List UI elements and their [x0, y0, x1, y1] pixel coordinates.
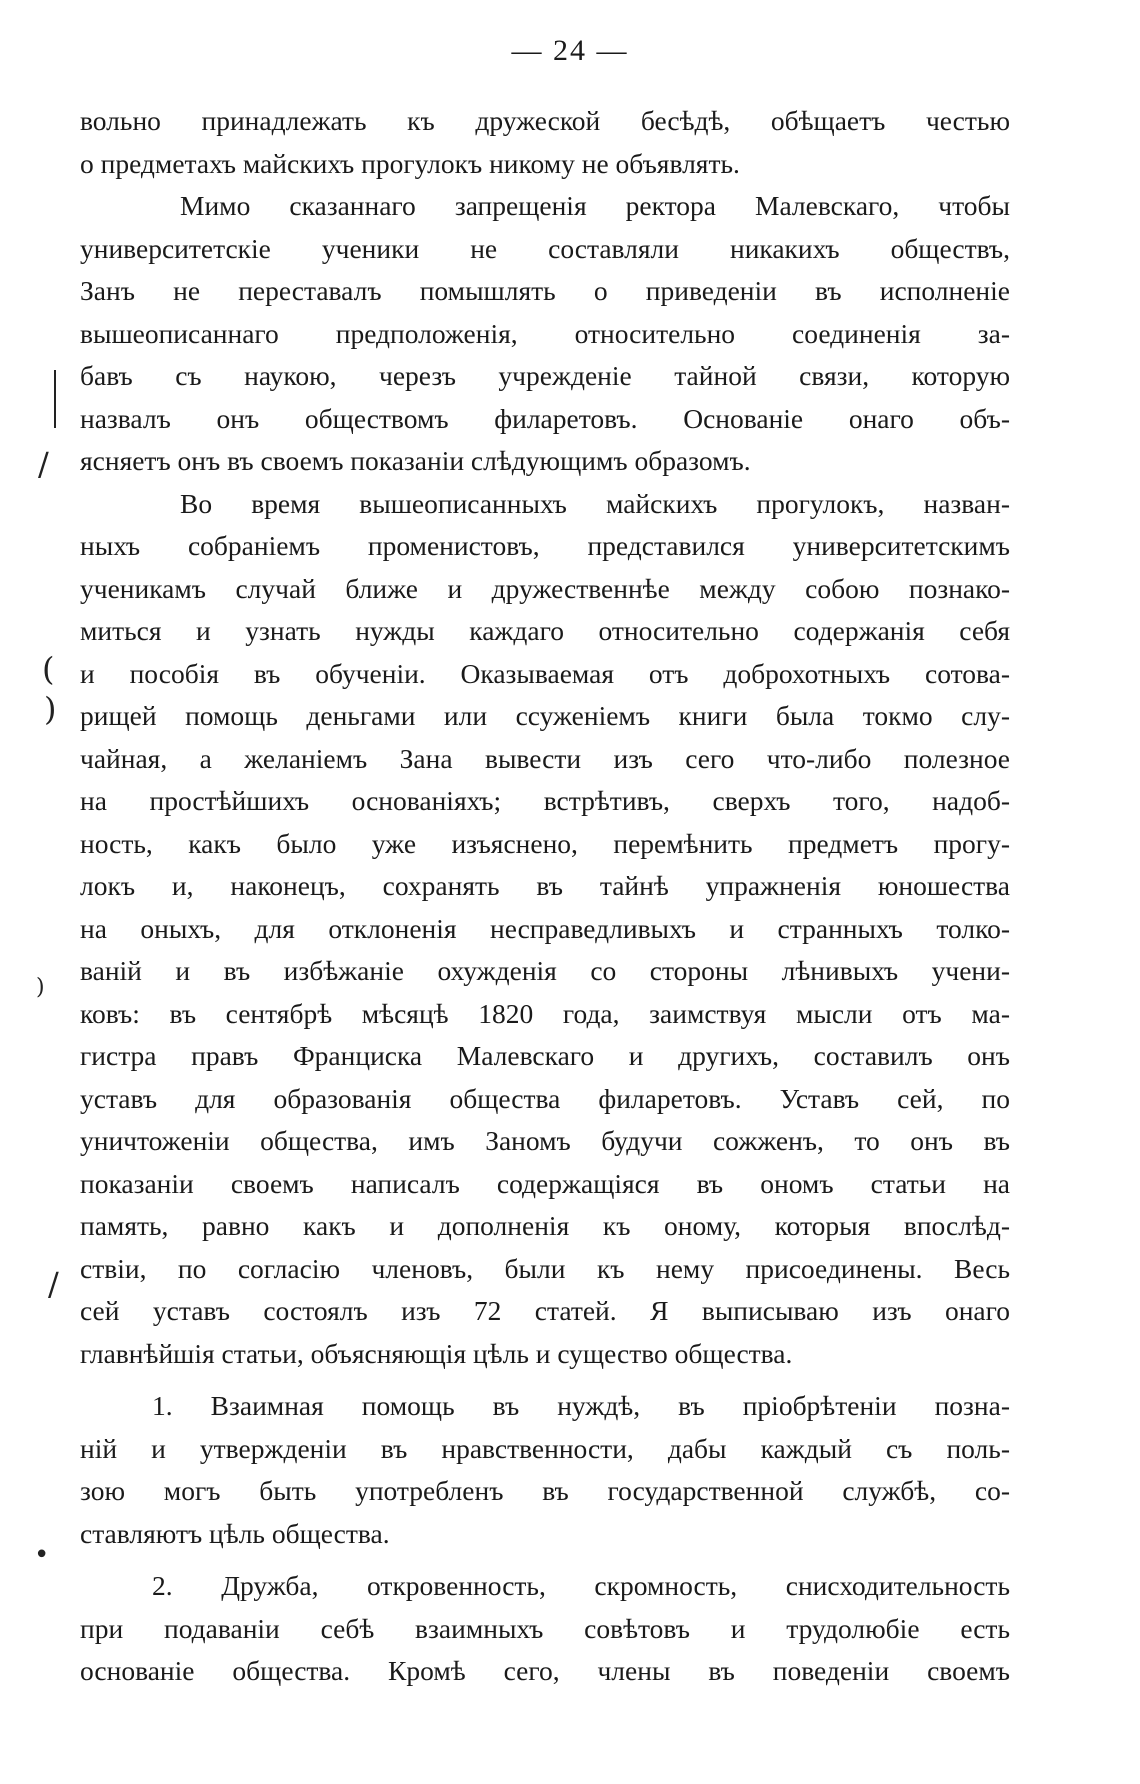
margin-dot-mark: • — [34, 1540, 50, 1570]
text-line: ныхъ собраніемъ променистовъ, представился университетскимъ — [80, 530, 1010, 561]
text-line: университетскіе ученики не составляли никакихъ обществъ, — [80, 232, 1010, 264]
margin-tick-mark: ) — [36, 975, 45, 1000]
margin-tick-mark: ( — [42, 650, 55, 688]
text-line: бавъ съ наукою, черезъ учрежденіе тайной связи, которую — [80, 360, 1010, 391]
page-number: — 24 — — [511, 34, 629, 67]
margin-tick-mark: / — [48, 1265, 59, 1303]
text-line: Занъ не переставалъ помышлять о приведеніи въ исполненіе — [80, 275, 1010, 306]
text-line: уничтоженіи общества, имъ Заномъ будучи сожженъ, то онъ въ — [80, 1125, 1010, 1156]
text-line: зою могъ быть употребленъ въ государственной службѣ, со- — [80, 1475, 1010, 1506]
text-line: на оныхъ, для отклоненія несправедливыхъ и странныхъ толко- — [80, 912, 1010, 944]
text-line: при подаваніи себѣ взаимныхъ совѣтовъ и трудолюбіе есть — [80, 1612, 1010, 1644]
text-line: ваній и въ избѣжаніе охужденія со стороны лѣнивыхъ учени- — [80, 955, 1010, 986]
text-line: 1. Взаимная помощь въ нуждѣ, въ пріобрѣтеніи позна- — [152, 1390, 1010, 1421]
text-line: гистра правъ Франциска Малевскаго и другихъ, составилъ онъ — [80, 1040, 1010, 1071]
text-line: основаніе общества. Кромѣ сего, члены въ поведеніи своемъ — [80, 1655, 1010, 1686]
text-line: сей уставъ состоялъ изъ 72 статей. Я выписываю изъ онаго — [80, 1295, 1010, 1326]
text-line: ній и утвержденіи въ нравственности, дабы каждый съ поль- — [80, 1432, 1010, 1464]
text-line: вольно принадлежать къ дружеской бесѣдѣ, обѣщаетъ честью — [80, 105, 1010, 136]
text-line: уставъ для образованія общества филаретовъ. Уставъ сей, по — [80, 1082, 1010, 1114]
text-line: назвалъ онъ обществомъ филаретовъ. Основаніе онаго объ- — [80, 402, 1010, 434]
text-line: вышеописаннаго предположенія, относительно соединенія за- — [80, 317, 1010, 349]
text-line: миться и узнать нужды каждаго относительно содержанія себя — [80, 615, 1010, 646]
text-line: локъ и, наконецъ, сохранять въ тайнѣ упражненія юношества — [80, 870, 1010, 901]
text-line: ствіи, по согласію членовъ, были къ нему присоединены. Весь — [80, 1252, 1010, 1284]
text-line: главнѣйшія статьи, объясняющія цѣль и существо общества. — [80, 1337, 793, 1369]
text-line: ученикамъ случай ближе и дружественнѣе между собою познако- — [80, 572, 1010, 604]
text-line: показаніи своемъ написалъ содержащіяся въ ономъ статьи на — [80, 1167, 1010, 1199]
text-line: и пособія въ обученіи. Оказываемая отъ доброхотныхъ сотова- — [80, 657, 1010, 689]
text-line: Мимо сказаннаго запрещенія ректора Малевскаго, чтобы — [180, 190, 1010, 221]
text-line: 2. Дружба, откровенность, скромность, снисходительность — [152, 1570, 1010, 1601]
text-line: ставляютъ цѣль общества. — [80, 1517, 390, 1549]
text-line: ясняетъ онъ въ своемъ показаніи слѣдующимъ образомъ. — [80, 445, 751, 476]
text-line: ность, какъ было уже изъяснено, перемѣнить предметъ прогу- — [80, 827, 1010, 859]
text-line: ковъ: въ сентябрѣ мѣсяцѣ 1820 года, заимствуя мысли отъ ма- — [80, 997, 1010, 1029]
margin-tick-mark: / — [38, 445, 49, 483]
text-line: на простѣйшихъ основаніяхъ; встрѣтивъ, сверхъ того, надоб- — [80, 785, 1010, 816]
text-line: Во время вышеописанныхъ майскихъ прогулокъ, назван- — [180, 487, 1010, 519]
text-line: рищей помощь деньгами или ссуженіемъ книги была токмо слу- — [80, 700, 1010, 731]
text-line: о предметахъ майскихъ прогулокъ никому не объявлять. — [80, 147, 740, 179]
body-text — [80, 100, 1010, 1693]
margin-bracket-mark — [54, 370, 56, 428]
text-line: память, равно какъ и дополненія къ оному, которыя впослѣд- — [80, 1210, 1010, 1241]
text-line: чайная, а желаніемъ Зана вывести изъ сего что-либо полезное — [80, 742, 1010, 774]
margin-tick-mark: ) — [44, 690, 57, 728]
